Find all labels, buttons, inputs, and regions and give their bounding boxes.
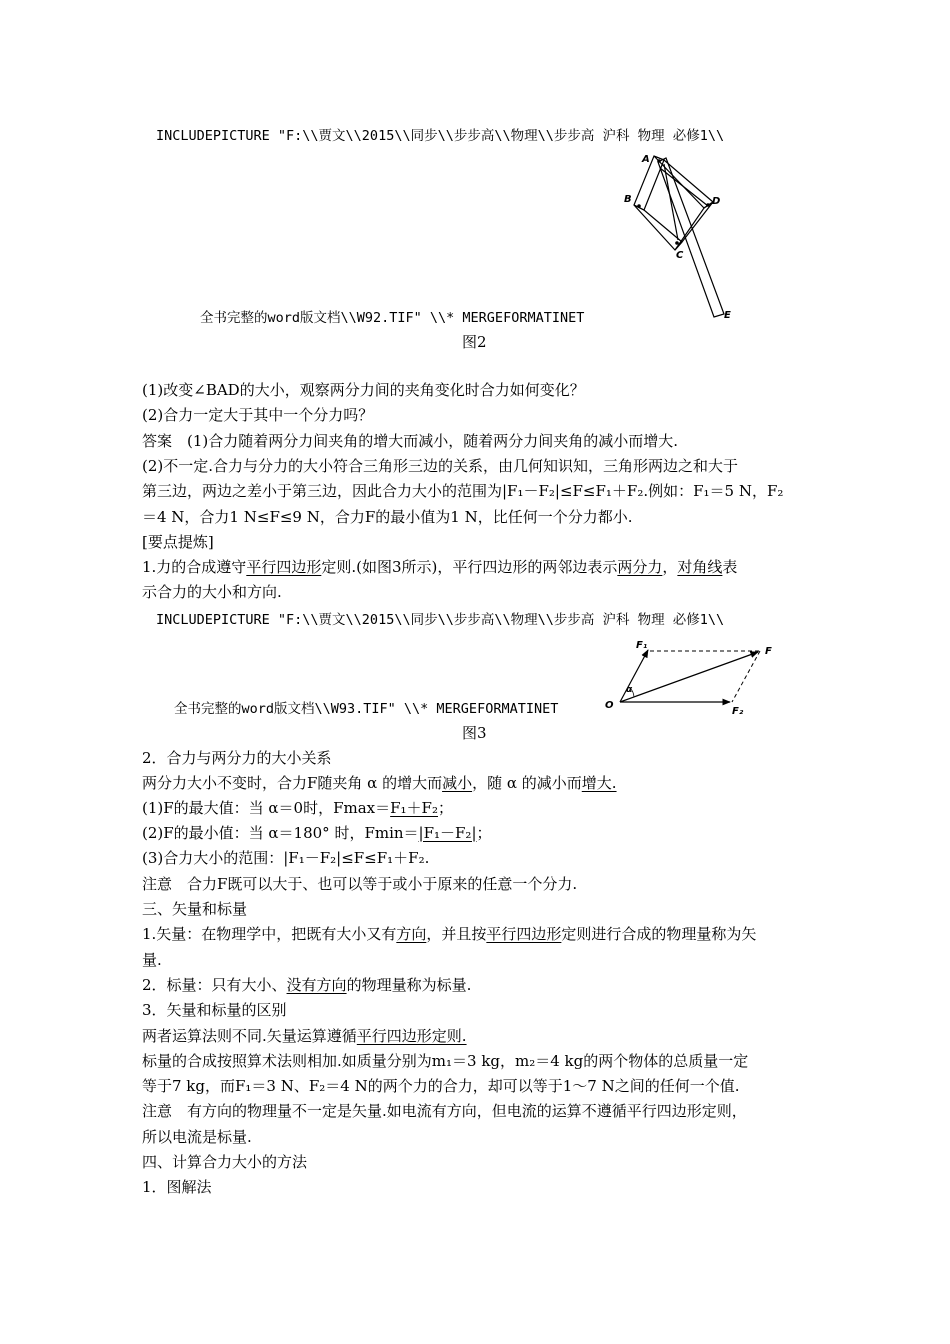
- s2l1-underline-decrease: 减小: [442, 774, 473, 792]
- fig3-label-f2: F₂: [732, 706, 744, 717]
- fig3-include-line: INCLUDEPICTURE "F:\\贾文\\2015\\同步\\步步高\\物理\\步步高 沪科 物理 必修1\\: [156, 612, 725, 628]
- fig2-label-a: A: [642, 154, 650, 165]
- section2-note: 注意 合力F既可以大于、也可以等于或小于原来的任意一个分力.: [142, 875, 578, 893]
- fig3-label-o: O: [605, 700, 614, 711]
- s2l2-underline: F₁＋F₂: [390, 799, 438, 817]
- kp1-underline-parallelogram: 平行四边形: [246, 558, 322, 576]
- fig2-include-line: INCLUDEPICTURE "F:\\贾文\\2015\\同步\\步步高\\物理\\步步高 沪科 物理 必修1\\: [156, 128, 725, 144]
- fig3-label-alpha: α: [626, 685, 633, 695]
- s2l1-underline-increase: 增大.: [581, 774, 617, 792]
- section3-rules: [142, 1026, 467, 1046]
- section3-vector-def: [142, 924, 756, 944]
- section3-title: 三、矢量和标量: [142, 900, 248, 918]
- answer-line-2: (2)不一定.合力与分力的大小符合三角形三边的关系，由几何知识知，三角形两边之和大于: [142, 457, 739, 475]
- s3v2-pre: 2．标量：只有大小、: [142, 976, 287, 994]
- key-points-heading: [要点提炼]: [142, 533, 214, 551]
- key-point-1-cont: 示合力的大小和方向.: [142, 583, 282, 601]
- fig2-label-c: C: [676, 250, 684, 261]
- section4-method-1: 1．图解法: [142, 1178, 212, 1196]
- s3v2-post: 的物理量称为标量.: [346, 976, 472, 994]
- s2l1-pre: 两分力大小不变时，合力F随夹角 α 的增大而: [142, 774, 443, 792]
- section3-difference: 3．矢量和标量的区别: [142, 1001, 287, 1019]
- section3-example-1: 标量的合成按照算术法则相加.如质量分别为m₁＝3 kg，m₂＝4 kg的两个物体的总质量一定: [142, 1052, 749, 1070]
- s2l2-pre: (1)F的最大值：当 α＝0时，Fmax＝: [142, 799, 391, 817]
- section2-line-4: (3)合力大小的范围：|F₁－F₂|≤F≤F₁＋F₂.: [142, 849, 430, 867]
- question-1: (1)改变∠BAD的大小，观察两分力间的夹角变化时合力如何变化？: [142, 381, 585, 399]
- s3v4-underline: 平行四边形定则.: [356, 1027, 467, 1045]
- s3v1-post: 定则进行合成的物理量称为矢: [561, 925, 757, 943]
- s2l3-post: ；: [476, 824, 492, 842]
- fig2-diagram: [620, 150, 740, 322]
- fig3-diagram: [600, 634, 790, 718]
- kp1-mid: 定则.(如图3所示)，平行四边形的两邻边表示: [321, 558, 618, 576]
- section4-title: 四、计算合力大小的方法: [142, 1153, 308, 1171]
- answer-line-4: ＝4 N，合力1 N≤F≤9 N，合力F的最小值为1 N，比任何一个分力都小.: [142, 508, 633, 526]
- fig2-label-e: E: [724, 310, 731, 321]
- s2l3-underline: |F₁－F₂|: [418, 824, 477, 842]
- kp1-pre: 1.力的合成遵守: [142, 558, 247, 576]
- s3v4-pre: 两者运算法则不同.矢量运算遵循: [142, 1027, 357, 1045]
- section3-scalar-def: [142, 975, 471, 995]
- answer-line-3: 第三边，两边之差小于第三边，因此合力大小的范围为|F₁－F₂|≤F≤F₁＋F₂.例如：F₁＝5 N，F₂: [142, 482, 784, 500]
- fig3-caption: 图3: [462, 724, 487, 742]
- kp1-underline-two-forces: 两分力: [617, 558, 663, 576]
- section3-note-1: 注意 有方向的物理量不一定是矢量.如电流有方向，但电流的运算不遵循平行四边形定则，: [142, 1102, 747, 1120]
- key-point-1: [142, 557, 737, 577]
- fig2-label-d: D: [712, 196, 721, 207]
- section3-vector-def-cont: 量.: [142, 951, 162, 969]
- kp1-post: 表: [722, 558, 738, 576]
- s3v2-underline: 没有方向: [286, 976, 347, 994]
- fig2-label-b: B: [624, 194, 632, 205]
- fig2-merge-line: 全书完整的word版文档\\W92.TIF" \\* MERGEFORMATINET: [200, 310, 585, 326]
- section2-line-3: [142, 823, 492, 843]
- s2l3-pre: (2)F的最小值：当 α＝180° 时，Fmin＝: [142, 824, 419, 842]
- question-2: (2)合力一定大于其中一个分力吗？: [142, 406, 374, 424]
- fig2-caption: 图2: [462, 333, 487, 351]
- fig3-label-f: F: [765, 646, 772, 657]
- s3v1-mid: ，并且按: [426, 925, 487, 943]
- s3v1-underline-parallelogram: 平行四边形: [486, 925, 562, 943]
- section3-note-2: 所以电流是标量.: [142, 1128, 252, 1146]
- section2-line-2: [142, 798, 453, 818]
- fig3-merge-line: 全书完整的word版文档\\W93.TIF" \\* MERGEFORMATINET: [174, 701, 559, 717]
- answer-line-1: 答案 (1)合力随着两分力间夹角的增大而减小，随着两分力间夹角的减小而增大.: [142, 432, 679, 450]
- s2l2-post: ；: [437, 799, 453, 817]
- fig3-label-f1: F₁: [636, 640, 648, 651]
- section2-title: 2．合力与两分力的大小关系: [142, 749, 332, 767]
- kp1-underline-diagonal: 对角线: [677, 558, 723, 576]
- s3v1-pre: 1.矢量：在物理学中，把既有大小又有: [142, 925, 397, 943]
- s3v1-underline-direction: 方向: [396, 925, 427, 943]
- s2l1-mid: ，随 α 的减小而: [472, 774, 582, 792]
- section3-example-2: 等于7 kg，而F₁＝3 N、F₂＝4 N的两个力的合力，却可以等于1～7 N之间的任何一个值.: [142, 1077, 740, 1095]
- section2-line-1: [142, 773, 617, 793]
- kp1-sep: ，: [662, 558, 678, 576]
